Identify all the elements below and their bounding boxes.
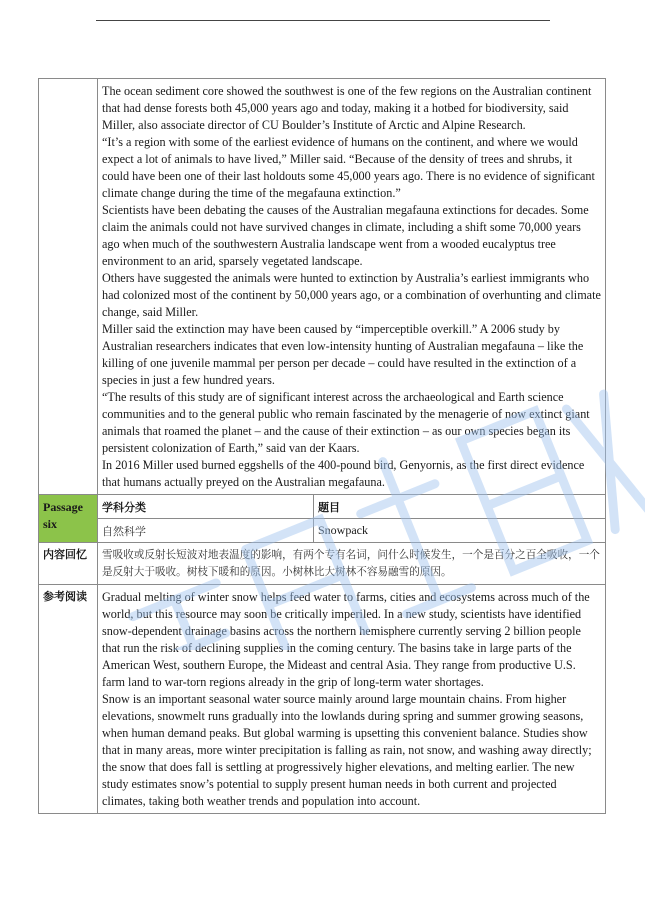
paragraph: Snow is an important seasonal water source mainly around large mountain chains. From higher elevations, snowmelt runs gradually into the lowlands during spring and summer growing seasons, when human demand peaks. But global warming is upsetting this convenient balance. Studies show that in many areas, more winter precipitation is falling as rain, not snow, and washing away directly; the snow that does fall is settling at progressively higher elevations, and melting earlier. The new study estimates snow’s potential to supply present human needs in both current and projected climates, taking both weather trends and population into account. [102, 692, 592, 808]
reference-row [39, 585, 606, 814]
passage-six-label [39, 495, 98, 543]
paragraph: “It’s a region with some of the earliest evidence of humans on the continent, and where we would expect a lot of animals to have lived,” Miller said. “Because of the density of trees and shrubs, it could have been one of their last holdouts some 45,000 years ago. There is no evidence of significant climate change during the time of the megafauna extinction.” [102, 135, 595, 200]
passage-six-label-text: Passage six [43, 500, 83, 531]
passage-table [38, 78, 606, 814]
paragraph: “The results of this study are of significant interest across the archaeological and Earth science communities and to the general public who remain fascinated by the menagerie of now extinct giant animals that roamed the planet – and the cause of their extinction – as our own species began its persistent colonization of Earth,” said van der Kaars. [102, 390, 590, 455]
review-row [39, 543, 606, 585]
passage-five-label-cell [39, 79, 98, 495]
paragraph: Gradual melting of winter snow helps feed water to farms, cities and ecosystems across much of the world, but this resource may soon be critically imperiled. In a new study, scientists have identified snow-dependent drainage basins across the northern hemisphere currently serving 2 billion people that run the risk of declining supplies in the coming century. The basins take in large parts of the American West, southern Europe, the Mideast and central Asia. They range from productive U.S. farm land to war-torn regions already in the grip of long-term water shortages. [102, 590, 590, 689]
paragraph: Scientists have been debating the causes of the Australian megafauna extinctions for decades. Some claim the animals could not have survived changes in climate, including a shift some 70,000 years ago when much of the southwestern Australia landscape went from a wooded eucalyptus tree environment to an arid, sparsely vegetated landscape. [102, 203, 589, 268]
review-text: 雪吸收或反射长短波对地表温度的影响，有两个专有名词，问什么时候发生，一个是百分之百全吸收，一个是反射大于吸收。树枝下暖和的原因。小树林比大树林不容易融雪的原因。 [98, 543, 606, 585]
paragraph: The ocean sediment core showed the southwest is one of the few regions on the Australian continent that had dense forests both 45,000 years ago and today, making it a hotbed for biodiversity, said Miller, also associate director of CU Boulder’s Institute of Arctic and Alpine Research. [102, 84, 592, 132]
passage-five-text [98, 79, 606, 495]
paragraph: Miller said the extinction may have been caused by “imperceptible overkill.” A 2006 study by Australian researchers indicates that even low-intensity hunting of Australian megafauna – like the killing of one juvenile mammal per person per decade – could have resulted in the extinction of a species in just a few hundred years. [102, 322, 584, 387]
title-value: Snowpack [314, 519, 606, 543]
page-header-rule [96, 20, 550, 21]
passage-six-header-row [39, 495, 606, 519]
paragraph: Others have suggested the animals were hunted to extinction by Australia’s earliest immigrants who had colonized most of the continent by 50,000 years ago, or a combination of overhunting and climate change, said Miller. [102, 271, 601, 319]
reference-text [98, 585, 606, 814]
title-header: 题目 [314, 495, 606, 519]
review-label: 内容回忆 [39, 543, 98, 585]
subject-header: 学科分类 [98, 495, 314, 519]
paragraph: In 2016 Miller used burned eggshells of the 400-pound bird, Genyornis, as the first direct evidence that humans actually preyed on the Australian megafauna. [102, 458, 585, 489]
passage-five-row [39, 79, 606, 495]
passage-six-value-row [39, 519, 606, 543]
subject-value: 自然科学 [98, 519, 314, 543]
reference-label: 参考阅读 [39, 585, 98, 814]
